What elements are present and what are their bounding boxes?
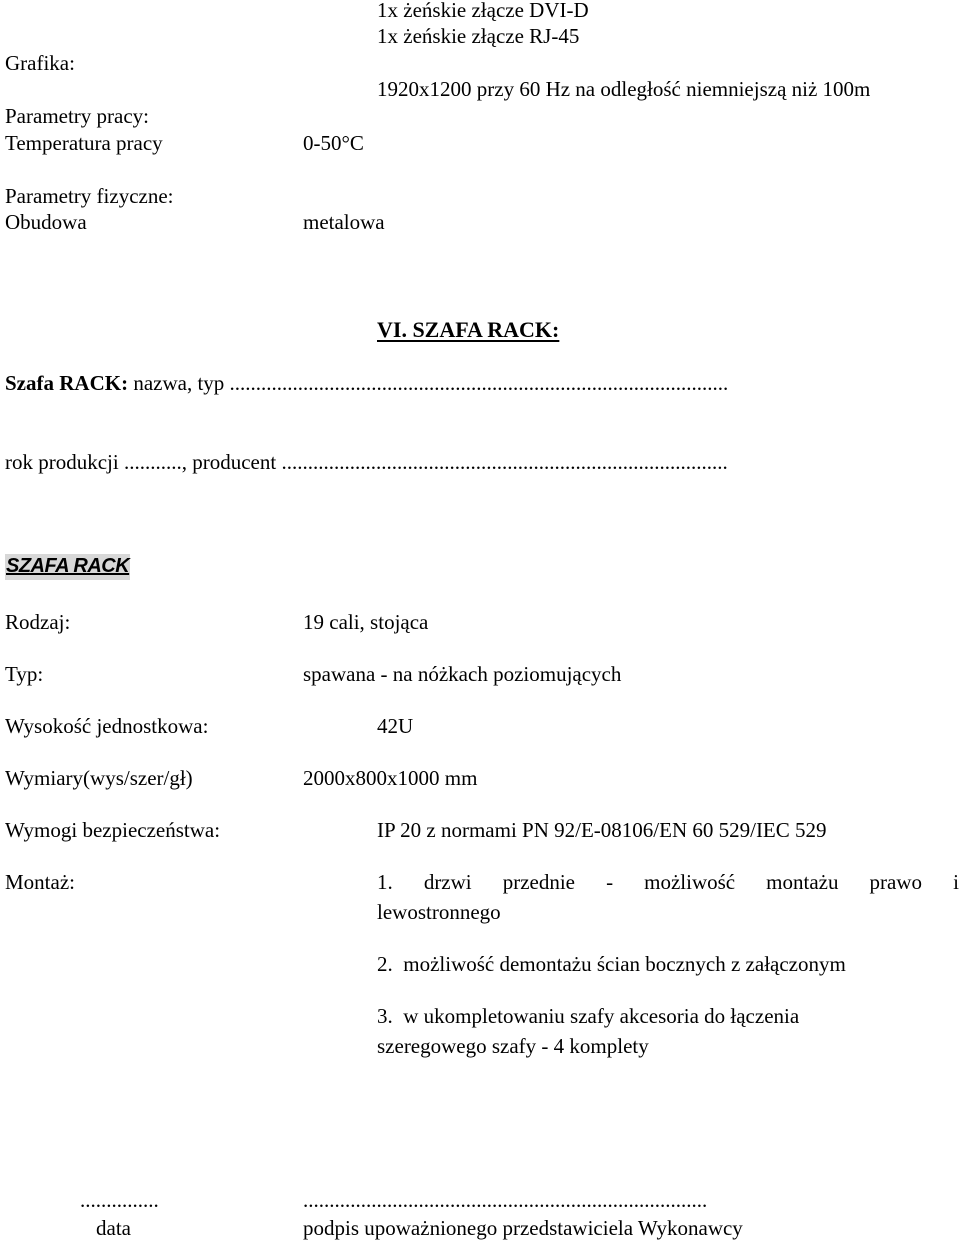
spec-row-label: Wymiary(wys/szer/gł) bbox=[5, 766, 193, 790]
montaz-item-3-cont: szeregowego szafy - 4 komplety bbox=[377, 1034, 649, 1058]
spec-row-label: Typ: bbox=[5, 662, 44, 686]
montaz-label: Montaż: bbox=[5, 870, 75, 894]
montaz-word: i bbox=[953, 870, 959, 894]
name-label: Szafa RACK: bbox=[5, 371, 129, 395]
spec-row-value: IP 20 z normami PN 92/E-08106/EN 60 529/IEC 529 bbox=[377, 818, 827, 842]
temperatura-label: Temperatura pracy bbox=[5, 131, 163, 155]
name-line bbox=[5, 373, 728, 394]
montaz-word: - bbox=[606, 870, 614, 894]
montaz-item-1-cont: lewostronnego bbox=[377, 900, 501, 924]
obudowa-label: Obudowa bbox=[5, 210, 87, 234]
montaz-word: drzwi bbox=[423, 870, 472, 894]
montaz-word: przednie bbox=[502, 870, 575, 894]
spec-row-label: Rodzaj: bbox=[5, 610, 71, 634]
signature-dots: ............................................................................. bbox=[303, 1188, 708, 1212]
parametry-fizyczne-label: Parametry fizyczne: bbox=[5, 184, 174, 208]
montaz-word: prawo bbox=[869, 870, 923, 894]
spec-row-value: 42U bbox=[377, 714, 414, 738]
montaz-item-3: 3. w ukompletowaniu szafy akcesoria do łączenia bbox=[377, 1004, 800, 1028]
montaz-item-2: 2. możliwość demontażu ścian bocznych z załączonym bbox=[377, 952, 846, 976]
montaz-word: montażu bbox=[766, 870, 839, 894]
montaz-item-1 bbox=[377, 872, 959, 893]
spec-row-label: Wymogi bezpieczeństwa: bbox=[5, 818, 221, 842]
rok-producent-line: rok produkcji ..........., producent ..................................................................................... bbox=[5, 450, 728, 474]
date-label: data bbox=[96, 1216, 131, 1240]
signature-label: podpis upoważnionego przedstawiciela Wykonawcy bbox=[303, 1216, 743, 1240]
spec-title bbox=[5, 555, 130, 576]
spec-row-label: Wysokość jednostkowa: bbox=[5, 714, 209, 738]
spec-row-value: spawana - na nóżkach poziomujących bbox=[303, 662, 622, 686]
montaz-word: możliwość bbox=[644, 870, 736, 894]
obudowa-value: metalowa bbox=[303, 210, 385, 234]
parametry-pracy-label: Parametry pracy: bbox=[5, 104, 150, 128]
name-fill: nazwa, typ ............................................................................................... bbox=[133, 371, 729, 395]
grafika-label: Grafika: bbox=[5, 51, 75, 75]
grafika-line-2: 1x żeńskie złącze RJ-45 bbox=[377, 24, 580, 48]
montaz-word: 1. bbox=[377, 870, 393, 894]
spec-row-value: 2000x800x1000 mm bbox=[303, 766, 478, 790]
section-heading: VI. SZAFA RACK: bbox=[377, 317, 560, 342]
date-dots: ............... bbox=[80, 1188, 159, 1212]
spec-row-value: 19 cali, stojąca bbox=[303, 610, 429, 634]
temperatura-value: 0-50°C bbox=[303, 131, 364, 155]
grafika-line-1: 1x żeńskie złącze DVI-D bbox=[377, 0, 589, 22]
resolution-text: 1920x1200 przy 60 Hz na odległość niemniejszą niż 100m bbox=[377, 77, 871, 101]
spec-title-text: SZAFA RACK bbox=[5, 554, 130, 580]
